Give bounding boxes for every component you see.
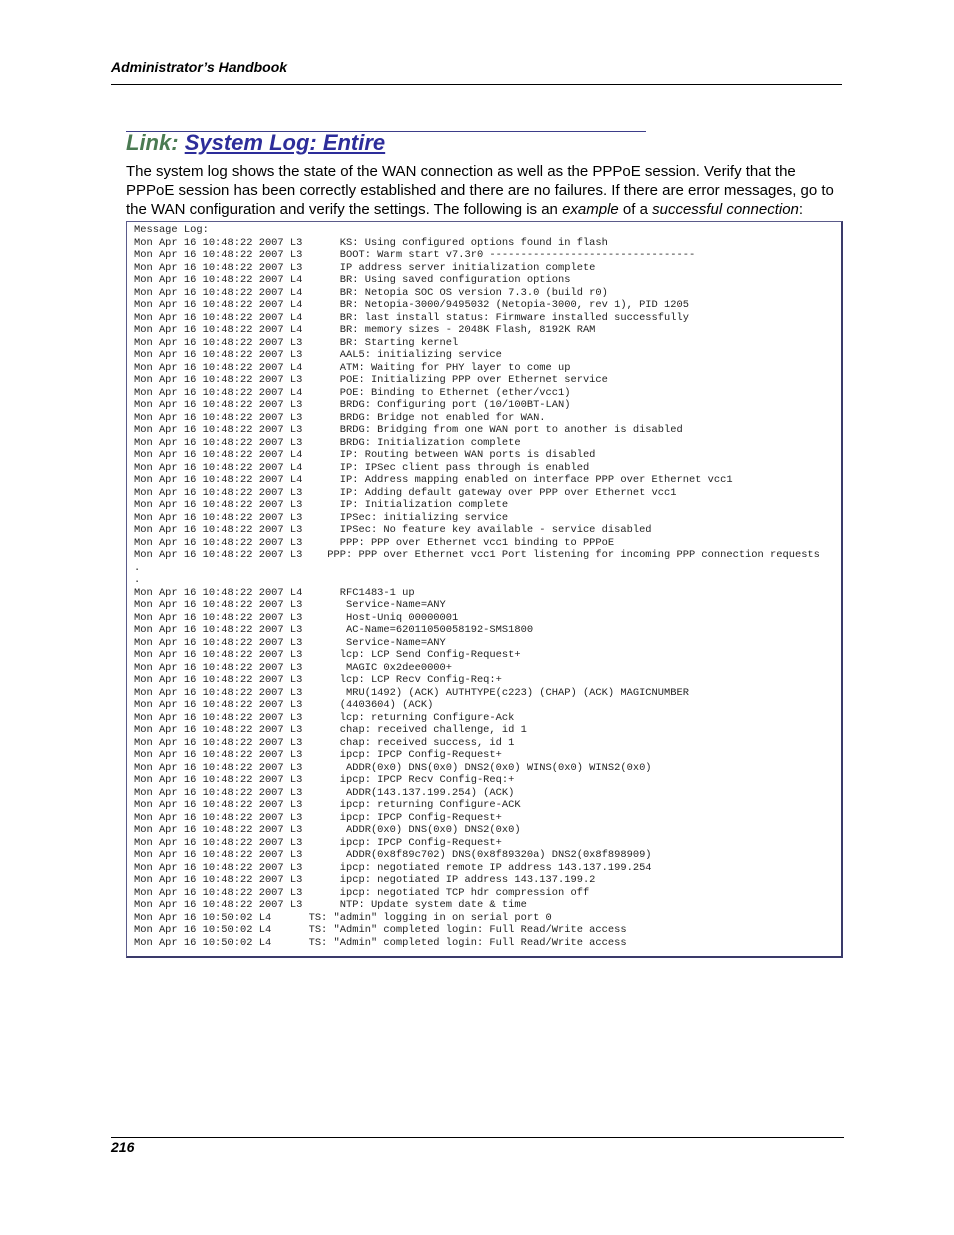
- log-line: Mon Apr 16 10:48:22 2007 L3 MRU(1492) (ACK) AUTHTYPE(c223) (CHAP) (ACK) MAGICNUMBER: [134, 686, 689, 699]
- log-line: Mon Apr 16 10:48:22 2007 L3 POE: Initializing PPP over Ethernet service: [134, 374, 608, 386]
- log-line: Mon Apr 16 10:48:22 2007 L3 BRDG: Bridge not enabled for WAN.: [134, 411, 546, 424]
- log-line: Mon Apr 16 10:48:22 2007 L3 ADDR(0x8f89c702) DNS(0x8f89320a) DNS2(0x8f898909): [134, 849, 652, 861]
- log-line: Mon Apr 16 10:50:02 L4 TS: "admin" logging in on serial port 0: [134, 911, 552, 924]
- log-line: Mon Apr 16 10:48:22 2007 L3 KS: Using configured options found in flash: [134, 236, 608, 249]
- intro-text-2: of a: [618, 201, 653, 218]
- log-line: Mon Apr 16 10:48:22 2007 L4 BR: Using saved configuration options: [134, 274, 571, 286]
- footer-rule: [111, 1137, 844, 1138]
- log-line: Mon Apr 16 10:48:22 2007 L3 lcp: returning Configure-Ack: [134, 711, 515, 724]
- log-line: Mon Apr 16 10:48:22 2007 L3 (4403604) (ACK): [134, 699, 434, 711]
- log-line: Mon Apr 16 10:48:22 2007 L3 BRDG: Initialization complete: [134, 436, 521, 449]
- log-line: Mon Apr 16 10:48:22 2007 L3 BOOT: Warm start v7.3r0 ---------------------------------: [134, 249, 696, 261]
- intro-paragraph: [126, 162, 842, 219]
- intro-emphasis-successful: successful connection: [652, 201, 799, 218]
- log-line: Mon Apr 16 10:48:22 2007 L3 ipcp: IPCP Config-Request+: [134, 749, 502, 761]
- log-line: Mon Apr 16 10:48:22 2007 L3 chap: received challenge, id 1: [134, 724, 527, 736]
- log-line: Mon Apr 16 10:48:22 2007 L3 BR: Starting kernel: [134, 336, 459, 349]
- log-line: Mon Apr 16 10:48:22 2007 L4 IP: Routing between WAN ports is disabled: [134, 449, 596, 461]
- log-line: Mon Apr 16 10:48:22 2007 L3 IP: Initialization complete: [134, 499, 509, 511]
- section-title: [126, 130, 385, 156]
- log-line: Mon Apr 16 10:48:22 2007 L3 ipcp: IPCP Config-Request+: [134, 836, 502, 849]
- log-line: Mon Apr 16 10:48:22 2007 L3 IPSec: initializing service: [134, 511, 509, 524]
- log-line: Mon Apr 16 10:48:22 2007 L3 AC-Name=62011050058192-SMS1800: [134, 624, 534, 636]
- log-line: Mon Apr 16 10:48:22 2007 L3 Service-Name=ANY: [134, 636, 446, 649]
- log-line: Mon Apr 16 10:48:22 2007 L3 PPP: PPP over Ethernet vcc1 binding to PPPoE: [134, 536, 615, 549]
- log-line: Mon Apr 16 10:48:22 2007 L4 IP: Address mapping enabled on interface PPP over Ethernet vcc1: [134, 474, 733, 486]
- log-line: Mon Apr 16 10:50:02 L4 TS: "Admin" completed login: Full Read/Write access: [134, 936, 627, 949]
- page-number: 216: [111, 1139, 135, 1155]
- log-line: Message Log:: [134, 224, 209, 236]
- log-line: Mon Apr 16 10:48:22 2007 L3 IP address server initialization complete: [134, 261, 596, 274]
- header-rule: [111, 84, 842, 85]
- log-line: Mon Apr 16 10:48:22 2007 L3 ADDR(0x0) DNS(0x0) DNS2(0x0) WINS(0x0) WINS2(0x0): [134, 761, 652, 774]
- log-line: Mon Apr 16 10:48:22 2007 L4 ATM: Waiting for PHY layer to come up: [134, 361, 571, 374]
- log-line: Mon Apr 16 10:48:22 2007 L3 IPSec: No feature key available - service disabled: [134, 524, 652, 536]
- log-line: Mon Apr 16 10:48:22 2007 L3 PPP: PPP over Ethernet vcc1 Port listening for incoming PPP connection requests: [134, 549, 820, 561]
- log-line: Mon Apr 16 10:48:22 2007 L3 Service-Name=ANY: [134, 599, 446, 611]
- intro-text-3: :: [798, 201, 804, 218]
- log-line: Mon Apr 16 10:48:22 2007 L4 BR: Netopia-3000/9495032 (Netopia-3000, rev 1), PID 1205: [134, 299, 689, 311]
- intro-emphasis-example: example: [562, 201, 619, 218]
- log-line: Mon Apr 16 10:48:22 2007 L3 ipcp: IPCP Config-Request+: [134, 811, 502, 824]
- log-line: Mon Apr 16 10:48:22 2007 L4 BR: memory sizes - 2048K Flash, 8192K RAM: [134, 324, 596, 336]
- log-line: Mon Apr 16 10:48:22 2007 L4 BR: Netopia SOC OS version 7.3.0 (build r0): [134, 286, 608, 299]
- log-line: Mon Apr 16 10:48:22 2007 L3 IP: Adding default gateway over PPP over Ethernet vcc1: [134, 486, 677, 499]
- log-line: Mon Apr 16 10:48:22 2007 L3 lcp: LCP Recv Config-Req:+: [134, 674, 502, 686]
- log-line: .: [134, 561, 141, 574]
- log-line: Mon Apr 16 10:48:22 2007 L3 ipcp: negotiated TCP hdr compression off: [134, 886, 590, 899]
- log-line: Mon Apr 16 10:48:22 2007 L3 BRDG: Bridging from one WAN port to another is disabled: [134, 424, 683, 436]
- log-line: Mon Apr 16 10:48:22 2007 L4 BR: last install status: Firmware installed successfully: [134, 311, 689, 324]
- log-line: Mon Apr 16 10:48:22 2007 L3 ipcp: negotiated remote IP address 143.137.199.254: [134, 861, 652, 874]
- section-title-link[interactable]: System Log: Entire: [184, 130, 386, 155]
- intro-text-1: The system log shows the state of the WAN connection as well as the PPPoE session. Verify that the PPPoE session has been correctly established and there are no failures. If there are error messages, go to the WAN configuration and verify the settings. The following is an: [126, 163, 834, 218]
- log-line: Mon Apr 16 10:48:22 2007 L3 ipcp: IPCP Recv Config-Req:+: [134, 774, 515, 786]
- log-line: Mon Apr 16 10:48:22 2007 L3 Host-Uniq 00000001: [134, 611, 459, 624]
- log-line: Mon Apr 16 10:48:22 2007 L3 ADDR(0x0) DNS(0x0) DNS2(0x0): [134, 824, 521, 836]
- log-line: Mon Apr 16 10:50:02 L4 TS: "Admin" completed login: Full Read/Write access: [134, 924, 627, 936]
- log-line: Mon Apr 16 10:48:22 2007 L3 chap: received success, id 1: [134, 736, 515, 749]
- log-line: Mon Apr 16 10:48:22 2007 L3 ipcp: returning Configure-ACK: [134, 799, 521, 811]
- running-header: Administrator’s Handbook: [111, 59, 288, 75]
- log-line: Mon Apr 16 10:48:22 2007 L3 MAGIC 0x2dee0000+: [134, 661, 453, 674]
- section-title-prefix: Link:: [126, 130, 179, 155]
- log-line: Mon Apr 16 10:48:22 2007 L4 POE: Binding to Ethernet (ether/vcc1): [134, 386, 571, 399]
- log-line: Mon Apr 16 10:48:22 2007 L4 RFC1483-1 up: [134, 586, 415, 599]
- system-log-text: [134, 224, 820, 949]
- log-line: Mon Apr 16 10:48:22 2007 L3 AAL5: initializing service: [134, 349, 502, 361]
- log-line: .: [134, 574, 141, 586]
- system-log-box: [126, 221, 843, 958]
- log-line: Mon Apr 16 10:48:22 2007 L3 ipcp: negotiated IP address 143.137.199.2: [134, 874, 596, 886]
- log-line: Mon Apr 16 10:48:22 2007 L3 NTP: Update system date & time: [134, 899, 527, 911]
- log-line: Mon Apr 16 10:48:22 2007 L3 ADDR(143.137.199.254) (ACK): [134, 786, 515, 799]
- log-line: Mon Apr 16 10:48:22 2007 L3 lcp: LCP Send Config-Request+: [134, 649, 521, 661]
- log-line: Mon Apr 16 10:48:22 2007 L3 BRDG: Configuring port (10/100BT-LAN): [134, 399, 571, 411]
- log-line: Mon Apr 16 10:48:22 2007 L4 IP: IPSec client pass through is enabled: [134, 461, 590, 474]
